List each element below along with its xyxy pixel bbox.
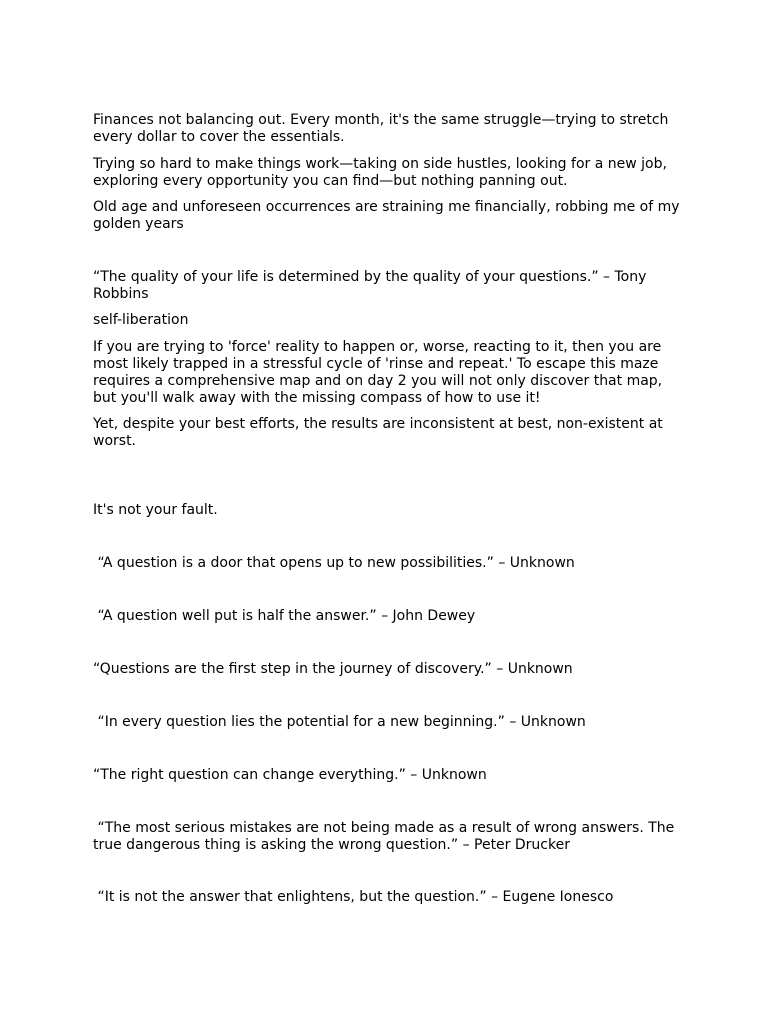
quote-new-beginning: “In every question lies the potential for a new beginning.” – Unknown (93, 714, 586, 730)
paragraph-trying-hard: Trying so hard to make things work—taking on side hustles, looking for a new job, exploring every opportunity you can find—but nothing panning out. (93, 156, 672, 189)
quote-tony-robbins: “The quality of your life is determined by the quality of your questions.” – Tony Robbins (93, 269, 651, 302)
paragraph-self-liberation: self-liberation (93, 312, 189, 328)
quote-eugene-ionesco: “It is not the answer that enlightens, but the question.” – Eugene Ionesco (93, 889, 614, 905)
quote-change-everything: “The right question can change everything.” – Unknown (93, 767, 487, 783)
paragraph-force-reality: If you are trying to 'force' reality to happen or, worse, reacting to it, then you are most likely trapped in a stressful cycle of 'rinse and repeat.' To escape this maze requires a comprehensive map and on day 2 you will not only discover that map, but you'll walk away with the missing compass of how to use it! (93, 339, 667, 406)
paragraph-not-your-fault: It's not your fault. (93, 502, 218, 518)
quote-peter-drucker: “The most serious mistakes are not being made as a result of wrong answers. The true dangerous thing is asking the wrong question.” – Peter Drucker (93, 820, 679, 853)
quote-journey-discovery: “Questions are the first step in the journey of discovery.” – Unknown (93, 661, 573, 677)
paragraph-results-inconsistent: Yet, despite your best efforts, the results are inconsistent at best, non-existent at worst. (93, 416, 668, 449)
quote-door-possibilities: “A question is a door that opens up to new possibilities.” – Unknown (93, 555, 575, 571)
paragraph-finances: Finances not balancing out. Every month, it's the same struggle—trying to stretch every dollar to cover the essentials. (93, 112, 673, 145)
paragraph-old-age: Old age and unforeseen occurrences are straining me financially, robbing me of my golden years (93, 199, 684, 232)
quote-john-dewey: “A question well put is half the answer.” – John Dewey (93, 608, 476, 624)
